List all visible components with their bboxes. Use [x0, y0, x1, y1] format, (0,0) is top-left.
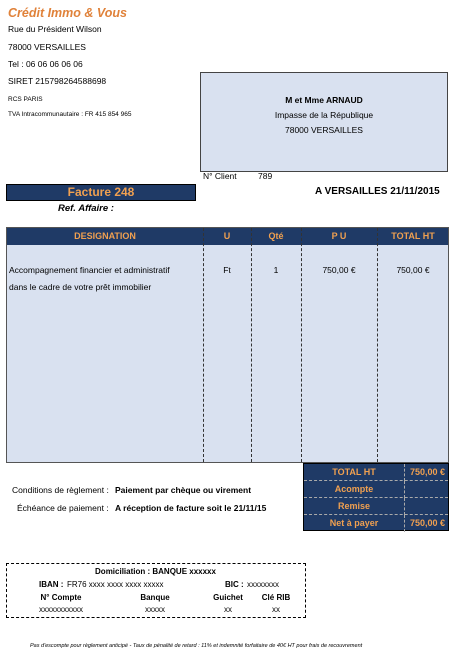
account-number-label: N° Compte [40, 593, 82, 602]
totals-row-total-ht [304, 464, 448, 481]
totals-row-net [304, 515, 448, 532]
iban-label: IBAN : [39, 580, 64, 589]
acompte-label: Acompte [334, 484, 374, 494]
client-address-box [200, 72, 448, 172]
business-reference-label: Ref. Affaire : [58, 203, 114, 214]
net-value: 750,00 € [404, 515, 450, 532]
legal-footer: Pas d'escompte pour règlement anticipé - Taux de pénalité de retard : 11% et indemnité forfaitaire de 40€ HT pour frais de recouvrement [30, 643, 363, 649]
header-qty: Qté [268, 231, 284, 241]
column-divider [203, 228, 204, 462]
row-unit-price: 750,00 € [322, 265, 356, 275]
company-name: Crédit Immo & Vous [8, 6, 127, 20]
sender-city: 78000 VERSAILLES [8, 42, 86, 52]
bank-code-value: xxxxx [145, 605, 165, 614]
remise-label: Remise [337, 501, 371, 511]
invoice-title: Facture 248 [6, 184, 196, 201]
row-unit: Ft [223, 265, 231, 275]
header-unit: U [223, 231, 231, 241]
totals-block [303, 463, 449, 531]
bic-label: BIC : [225, 580, 244, 589]
sender-tel: Tel : 06 06 06 06 06 [8, 59, 83, 69]
remise-value [404, 498, 450, 515]
payment-due-label: Échéance de paiement : [17, 503, 109, 513]
row-total: 750,00 € [396, 265, 430, 275]
row-designation-line2: dans le cadre de votre prêt immobilier [9, 282, 152, 292]
payment-conditions-label: Conditions de règlement : [12, 485, 109, 495]
sender-address: Rue du Président Wilson [8, 24, 102, 34]
net-label: Net à payer [329, 518, 379, 528]
rib-key-label: Clé RIB [261, 593, 291, 602]
payment-conditions-value: Paiement par chèque ou virement [115, 485, 252, 495]
acompte-value [404, 481, 450, 498]
client-street: Impasse de la République [274, 110, 374, 120]
bank-details-box [6, 563, 306, 618]
column-divider [251, 228, 252, 462]
iban-value: FR76 xxxx xxxx xxxx xxxxx [67, 580, 164, 589]
bank-code-label: Banque [140, 593, 170, 602]
branch-code-value: xx [224, 605, 232, 614]
sender-siret: SIRET 215798264588698 [8, 76, 107, 86]
items-table [6, 227, 449, 463]
header-total-ht: TOTAL HT [391, 231, 435, 241]
sender-tva: TVA Intracommunautaire : FR 415 854 965 [8, 111, 132, 118]
column-divider [377, 228, 378, 462]
total-ht-value: 750,00 € [404, 464, 450, 481]
payment-due-value: A réception de facture soit le 21/11/15 [115, 503, 267, 513]
rib-key-value: xx [272, 605, 280, 614]
bic-value: xxxxxxxx [247, 580, 279, 589]
total-ht-label: TOTAL HT [332, 467, 376, 477]
row-qty: 1 [273, 265, 279, 275]
client-city: 78000 VERSAILLES [285, 125, 363, 135]
row-designation-line1: Accompagnement financier et administratif [9, 265, 170, 275]
totals-row-acompte [304, 481, 448, 498]
branch-code-label: Guichet [213, 593, 243, 602]
bank-domiciliation: Domiciliation : BANQUE xxxxxx [95, 567, 216, 576]
client-number-label: N° Client [203, 171, 237, 181]
client-name: M et Mme ARNAUD [285, 95, 363, 105]
header-designation: DESIGNATION [74, 231, 136, 241]
header-unit-price: P U [331, 231, 347, 241]
invoice-date: A VERSAILLES 21/11/2015 [315, 186, 440, 197]
account-number-value: xxxxxxxxxxx [39, 605, 83, 614]
totals-row-remise [304, 498, 448, 515]
column-divider [301, 228, 302, 462]
items-table-header [7, 228, 448, 245]
sender-rcs: RCS PARIS [8, 96, 43, 103]
client-number: 789 [258, 171, 273, 181]
